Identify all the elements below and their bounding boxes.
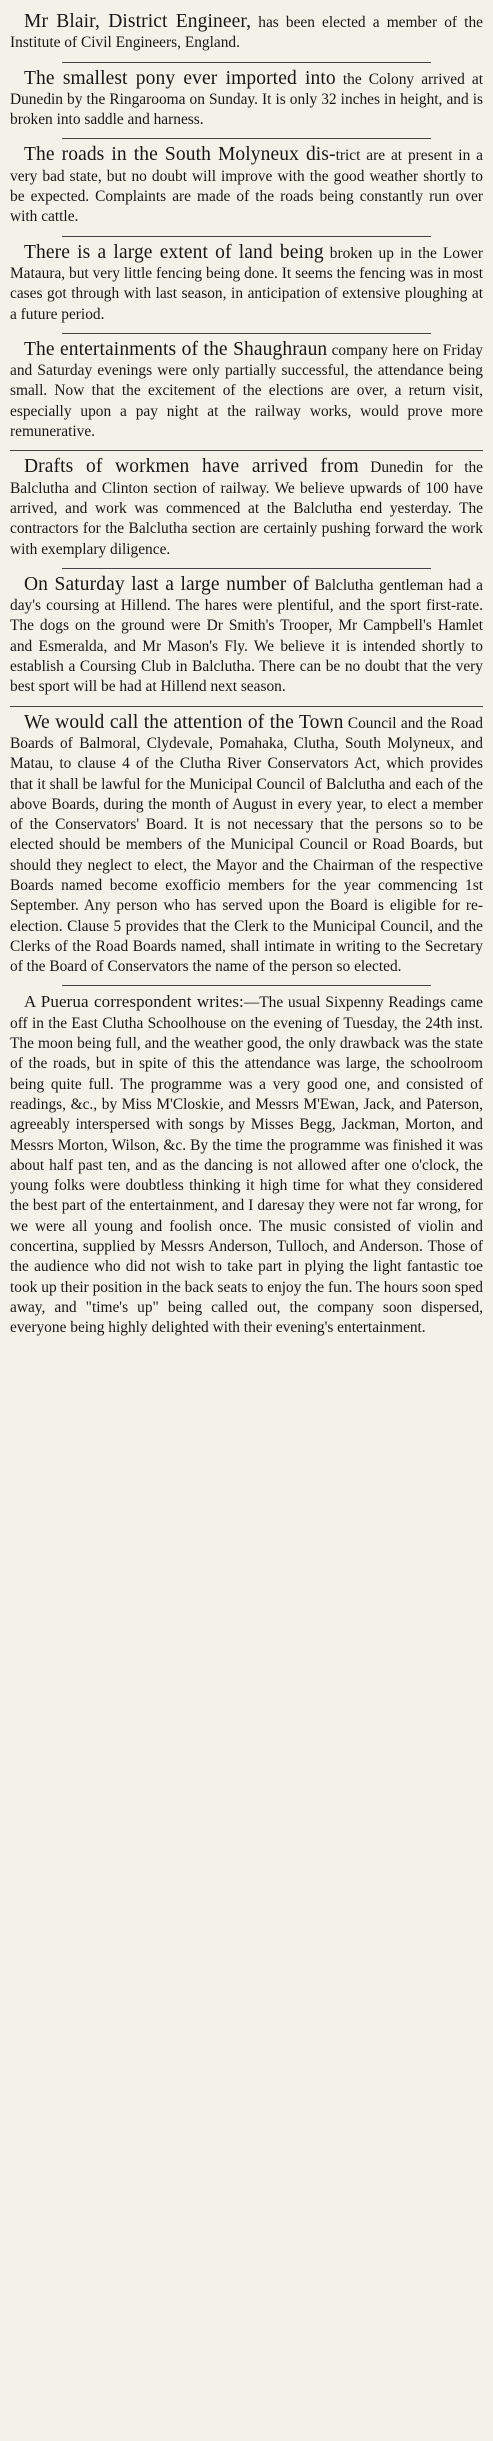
divider — [62, 568, 431, 569]
item-lead: A Puerua correspondent writes: — [24, 992, 244, 1012]
item-body: the Colony arrived at Dunedin by the Ringarooma on Sunday. It is only 32 inches in height, and is broken into saddle and harness. — [10, 70, 484, 129]
item-lead: The roads in the South Molyneux dis- — [24, 144, 336, 166]
news-item-workmen — [10, 453, 483, 565]
news-item-pony — [10, 65, 483, 137]
item-body: Dunedin for the Balclutha and Clinton section of railway. We believe upwards of 100 have arrived, and work was commenced at the Balclutha end yesterday. The contractors for the Balclutha section are certainly pushing forward the work with exemplary diligence. — [10, 459, 484, 558]
divider — [62, 138, 431, 139]
item-body: Council and the Road Boards of Balmoral, Clydevale, Pomahaka, Clutha, South Molyneux, and Matau, to clause 4 of the Clutha River Conservators Act, which provides that it shall be lawful for the Municipal Council of Balclutha and each of the above Boards, during the month of August in every year, to elect a member of the Conservators' Board. It is not necessary that the persons so to be elected should be members of the Municipal Council or Road Boards, but should they neglect to elect, the Mayor and the Chairman of the respective Boards named become exofficio members for the year commencing 1st September. Any person who has served upon the Board is eligible for re-election. Clause 5 provides that the Clerk to the Municipal Council, and the Clerks of the Road Boards named, shall intimate in writing to the Secretary of the Board of Conservators the name of the person so elected. — [10, 714, 483, 976]
divider — [10, 450, 483, 451]
divider — [62, 236, 431, 237]
news-item-puerua — [10, 988, 483, 1344]
news-item-land — [10, 239, 483, 331]
item-lead: There is a large extent of land being — [24, 241, 324, 263]
item-body: broken up in the Lower Mataura, but very little fencing being done. It seems the fencing was in most cases got through with last season, in anticipation of extensive ploughing at a future period. — [10, 244, 483, 323]
divider — [62, 985, 431, 986]
item-body: company here on Friday and Saturday evenings were only partially successful, the attendance being small. Now that the excitement of the elections are over, a return visit, especially upon a pay night at the railway works, would prove more remunerative. — [10, 341, 483, 441]
news-item-engineer — [10, 8, 483, 60]
news-item-roads — [10, 141, 483, 233]
news-item-shaughraun — [10, 336, 483, 448]
item-body: has been elected a member of the Institute of Civil Engineers, England. — [10, 14, 483, 52]
item-lead: We would call the attention of the Town — [24, 711, 344, 733]
divider — [62, 62, 431, 63]
item-lead: The entertainments of the Shaughraun — [24, 338, 328, 360]
divider — [10, 706, 483, 707]
news-item-conservators — [10, 709, 483, 984]
item-lead: Drafts of workmen have arrived from — [24, 456, 359, 478]
item-lead: Mr Blair, District Engineer, — [24, 11, 252, 32]
item-body: trict are at present in a very bad state, but no doubt will improve with the good weather shortly to be expected. Complaints are made of the roads being constantly run over with cattle. — [10, 147, 483, 226]
news-item-coursing — [10, 571, 483, 704]
item-body: Balclutha gentleman had a day's coursing at Hillend. The hares were plentiful, and the sport first-rate. The dogs on the ground were Dr Smith's Trooper, Mr Campbell's Hamlet and Esmeralda, and Mr Mason's Fly. We believe it is intended shortly to establish a Coursing Club in Balclutha. There can be no doubt that the very best sport will be had at Hillend next season. — [10, 576, 483, 696]
item-body: —The usual Sixpenny Readings came off in the East Clutha Schoolhouse on the evening of Tuesday, the 24th inst. The moon being full, and the weather good, the only drawback was the state of the roads, but in spite of this the attendance was large, the schoolroom being quite full. The programme was a very good one, and consisted of readings, &c., by Miss M'Closkie, and Messrs M'Ewan, Jack, and Paterson, agreeably interspersed with songs by Misses Begg, Jackman, Morton, and Messrs Morton, Wilson, &c. By the time the programme was finished it was about half past ten, and as the dancing is not allowed after one o'clock, the young folks were doubtless thinking it high time for what they considered the best part of the entertainment, and I daresay they were not far wrong, for we were all young and foolish once. The music consisted of violin and concertina, supplied by Messrs Anderson, Tulloch, and Anderson. Those of the audience who did not wish to take part in plying the light fantastic toe took up their position in the back seats to enjoy the fun. The hours soon sped away, and "time's up" being called out, the company soon dispersed, everyone being highly delighted with their evening's entertainment. — [10, 994, 483, 1337]
item-lead: On Saturday last a large number of — [24, 573, 310, 595]
item-lead: The smallest pony ever imported into — [24, 67, 336, 89]
divider — [62, 333, 431, 334]
